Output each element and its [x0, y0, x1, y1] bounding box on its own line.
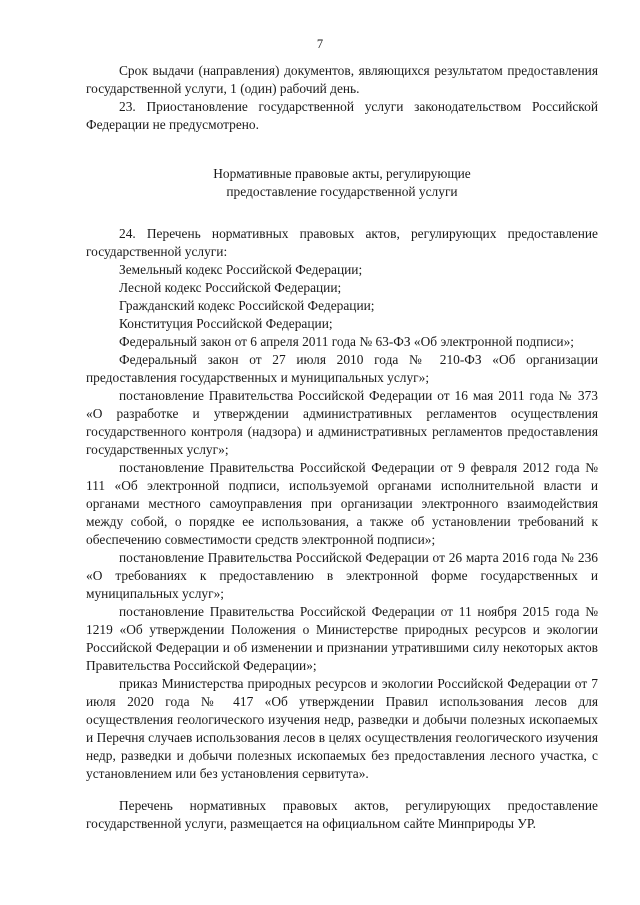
list-item-land-code: Земельный кодекс Российской Федерации;: [119, 262, 363, 277]
list-item-constitution: Конституция Российской Федерации;: [119, 316, 333, 331]
paragraph-issue-term: Срок выдачи (направления) документов, являющихся результатом предоставления государственной услуги, 1 (один) рабочий день.: [86, 63, 598, 96]
list-item-resolution-1219: постановление Правительства Российской Федерации от 11 ноября 2015 года № 1219 «Об утверждении Положения о Министерстве природных ресурсов и экологии Российской Федерации и об изменении и признании утратившими силу некоторых актов Правительства Российской Федерации»;: [86, 604, 598, 673]
list-item-resolution-373: постановление Правительства Российской Федерации от 16 мая 2011 года № 373 «О разработке и утверждении административных регламентов осуществления государственного контроля (надзора) и административных регламентов предоставления государственных услуг»;: [86, 388, 598, 457]
section-heading-line2: предоставление государственной услуги: [226, 184, 458, 199]
section-heading-line1: Нормативные правовые акты, регулирующие: [213, 166, 471, 181]
paragraph-23-suspension: 23. Приостановление государственной услуги законодательством Российской Федерации не предусмотрено.: [86, 99, 598, 132]
list-item-law-63fz: Федеральный закон от 6 апреля 2011 года № 63-ФЗ «Об электронной подписи»;: [119, 334, 575, 349]
list-item-law-210fz: Федеральный закон от 27 июля 2010 года № 210-ФЗ «Об организации предоставления государственных и муниципальных услуг»;: [86, 352, 598, 385]
list-item-resolution-236: постановление Правительства Российской Федерации от 26 марта 2016 года № 236 «О требованиях к предоставлению в электронной форме государственных и муниципальных услуг»;: [86, 550, 598, 601]
list-item-forest-code: Лесной кодекс Российской Федерации;: [119, 280, 342, 295]
page-number: 7: [316, 37, 324, 51]
section-heading: [86, 165, 598, 201]
list-item-resolution-111: постановление Правительства Российской Федерации от 9 февраля 2012 года № 111 «Об электронной подписи, используемой органами исполнительной власти и органами местного самоуправления при организации электронного взаимодействия между собой, о порядке ее использования, а также об установлении требований к обеспечению совместимости средств электронной подписи»;: [86, 460, 598, 547]
paragraph-24-list-intro: 24. Перечень нормативных правовых актов, регулирующих предоставление государственной услуги:: [86, 226, 598, 259]
document-body: [86, 62, 598, 833]
list-item-order-417: приказ Министерства природных ресурсов и экологии Российской Федерации от 7 июля 2020 года № 417 «Об утверждении Правил использования лесов для осуществления геологического изучения недр, разведки и добычи полезных ископаемых и Перечня случаев использования лесов в целях осуществления геологического изучения недр, разведки и добычи полезных ископаемых без предоставления лесного участка, с установлением или без установления сервитута».: [86, 676, 598, 781]
list-item-civil-code: Гражданский кодекс Российской Федерации;: [119, 298, 375, 313]
paragraph-closing: Перечень нормативных правовых актов, регулирующих предоставление государственной услуги, размещается на официальном сайте Минприроды УР.: [86, 798, 598, 831]
